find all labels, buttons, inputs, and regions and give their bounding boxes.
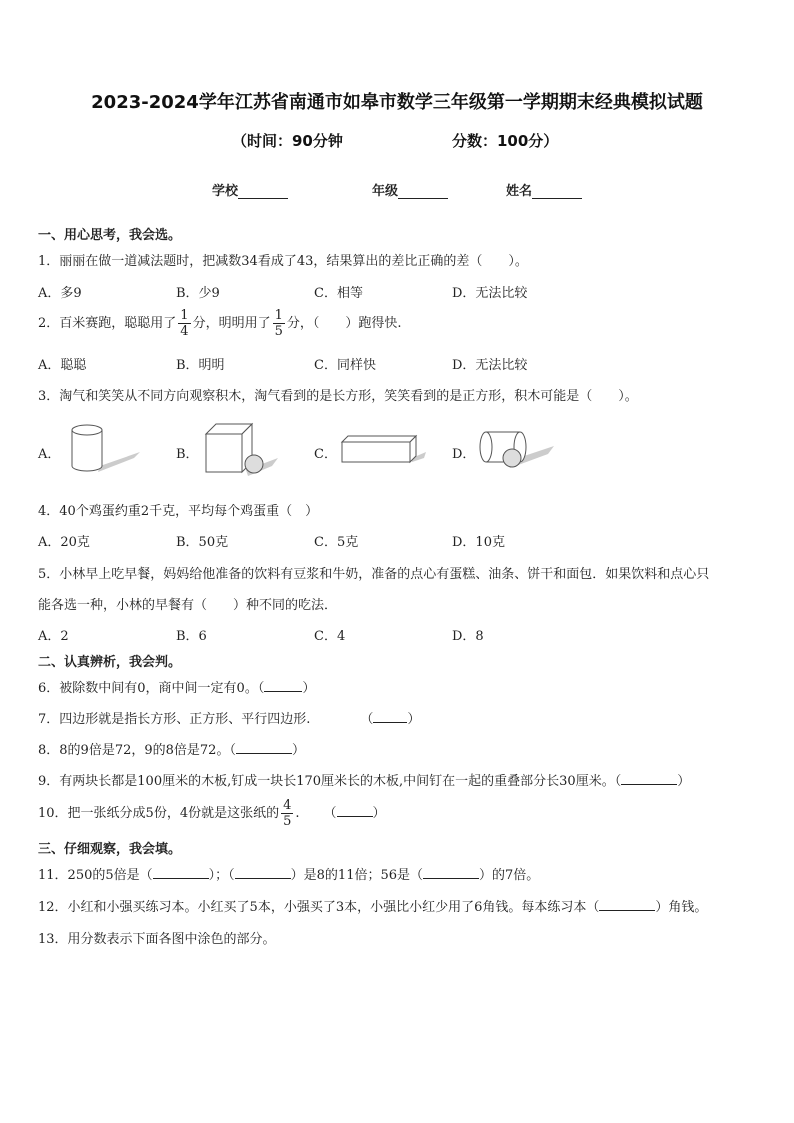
q1-option-c[interactable]: C．相等 [314, 286, 363, 301]
answer-blank[interactable] [153, 867, 209, 879]
question-3: 3．淘气和笑笑从不同方向观察积木，淘气看到的是长方形，笑笑看到的是正方形，积木可能是（ ）。 [38, 389, 638, 404]
q1-option-a[interactable]: A．多9 [38, 286, 82, 301]
score-label: 分数：100分） [452, 132, 559, 150]
page-title: 2023-2024学年江苏省南通市如皋市数学三年级第一学期期末经典模拟试题 [91, 92, 703, 113]
section-heading: 一、用心思考，我会选。 [38, 228, 182, 243]
question-5-line2: 能各选一种，小林的早餐有（ ）种不同的吃法． [38, 598, 338, 613]
q3-option-d[interactable]: D． [452, 447, 476, 462]
question-7: 7．四边形就是指长方形、正方形、平行四边形. （ ） [38, 712, 421, 727]
q2-option-d[interactable]: D．无法比较 [452, 358, 528, 373]
fraction: $\frac{1}{4}$ [180, 308, 189, 339]
answer-blank[interactable] [235, 867, 291, 879]
q5-option-d[interactable]: D．8 [452, 629, 484, 644]
question-2: 2．百米赛跑，聪聪用了 $\frac{1}{4}$ 分，明明用了 $\frac{1}{5}$ 分，（ ）跑得快. [38, 308, 402, 339]
question-8: 8．8的9倍是72，9的8倍是72。（ ） [38, 743, 305, 758]
question-11: 11．250的5倍是（ ）；（ ）是8的11倍；56是（ ）的7倍。 [38, 868, 540, 883]
cylinder-sphere-figure [476, 424, 556, 472]
q4-option-d[interactable]: D．10克 [452, 535, 505, 550]
q4-option-c[interactable]: C．5克 [314, 535, 359, 550]
grade-field[interactable]: 年级 [372, 180, 448, 199]
answer-blank[interactable] [621, 773, 677, 785]
question-13: 13．用分数表示下面各图中涂色的部分。 [38, 932, 276, 947]
q2-option-c[interactable]: C．同样快 [314, 358, 376, 373]
fraction: $\frac{1}{5}$ [274, 308, 283, 339]
cylinder-figure [62, 418, 142, 478]
question-9: 9．有两块长都是100厘米的木板,钉成一块长170厘米长的木板,中间钉在一起的重叠部分长30厘米。（ ） [38, 774, 691, 789]
school-field[interactable]: 学校 [212, 180, 288, 199]
answer-blank[interactable] [236, 742, 292, 754]
q5-option-b[interactable]: B．6 [176, 629, 207, 644]
cube-sphere-figure [200, 420, 280, 478]
question-1: 1．丽丽在做一道减法题时，把减数34看成了43，结果算出的差比正确的差（ ）。 [38, 254, 528, 269]
q3-option-c[interactable]: C． [314, 447, 337, 462]
time-label: （时间：90分钟 [232, 132, 343, 150]
q4-option-a[interactable]: A．20克 [38, 535, 90, 550]
q4-option-b[interactable]: B．50克 [176, 535, 229, 550]
question-5-line1: 5．小林早上吃早餐，妈妈给他准备的饮料有豆浆和牛奶，准备的点心有蛋糕、油条、饼干和面包．如果饮料和点心只 [38, 567, 710, 582]
answer-blank[interactable] [373, 711, 407, 723]
question-6: 6．被除数中间有0，商中间一定有0。（ ） [38, 681, 316, 696]
answer-blank[interactable] [599, 899, 655, 911]
fraction: $\frac{4}{5}$ [283, 798, 292, 829]
q2-option-a[interactable]: A．聪聪 [38, 358, 87, 373]
q3-option-b[interactable]: B． [176, 447, 199, 462]
cuboid-figure [336, 430, 426, 470]
question-12: 12．小红和小强买练习本。小红买了5本，小强买了3本，小强比小红少用了6角钱。每本练习本（ ）角钱。 [38, 900, 708, 915]
question-4: 4．40个鸡蛋约重2千克，平均每个鸡蛋重（ ） [38, 504, 319, 519]
name-field[interactable]: 姓名 [506, 180, 582, 199]
answer-blank[interactable] [423, 867, 479, 879]
question-10: 10．把一张纸分成5份，4份就是这张纸的 $\frac{4}{5}$ . （ ） [38, 798, 386, 829]
answer-blank[interactable] [337, 805, 373, 817]
q1-option-d[interactable]: D．无法比较 [452, 286, 528, 301]
q1-option-b[interactable]: B．少9 [176, 286, 220, 301]
q2-option-b[interactable]: B．明明 [176, 358, 225, 373]
section-heading: 三、仔细观察，我会填。 [38, 842, 182, 857]
q5-option-c[interactable]: C．4 [314, 629, 346, 644]
section-heading: 二、认真辨析，我会判。 [38, 655, 182, 670]
q3-option-a[interactable]: A． [38, 447, 61, 462]
q5-option-a[interactable]: A．2 [38, 629, 69, 644]
answer-blank[interactable] [264, 680, 302, 692]
